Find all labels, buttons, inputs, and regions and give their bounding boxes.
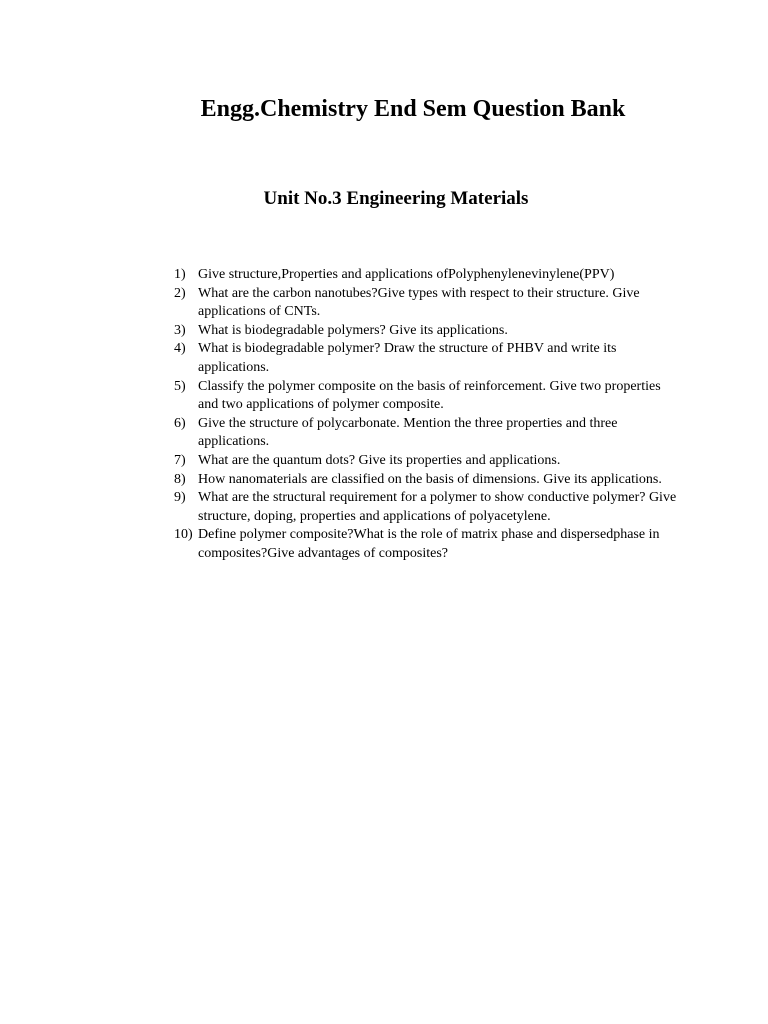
- question-item: [174, 526, 684, 563]
- question-text: Define polymer composite?What is the role of matrix phase and dispersedphase in composites?Give advantages of composites?: [198, 527, 660, 561]
- question-text: Give the structure of polycarbonate. Mention the three properties and three applications.: [198, 415, 618, 450]
- question-item: [174, 452, 684, 471]
- question-item: [174, 266, 684, 285]
- question-number: 8): [174, 471, 186, 487]
- question-number: 3): [174, 322, 186, 338]
- question-item: [174, 285, 684, 322]
- question-item: [174, 340, 684, 377]
- question-text: Classify the polymer composite on the basis of reinforcement. Give two properties and two applications of polymer composite.: [198, 378, 661, 413]
- question-item: [174, 471, 684, 490]
- question-number: 9): [174, 490, 186, 506]
- question-text: Give structure,Properties and applications ofPolyphenylenevinylene(PPV): [198, 267, 615, 282]
- question-text: What is biodegradable polymer? Draw the structure of PHBV and write its applications.: [198, 341, 617, 375]
- question-item: [174, 489, 684, 526]
- question-text: What are the structural requirement for a polymer to show conductive polymer? Give structure, doping, properties and applications of polyacetylene.: [198, 490, 677, 524]
- question-number: 1): [174, 267, 186, 282]
- question-number: 5): [174, 378, 186, 394]
- question-item: [174, 415, 684, 452]
- question-item: [174, 322, 684, 341]
- question-item: [174, 378, 684, 415]
- question-text: What is biodegradable polymers? Give its applications.: [198, 322, 508, 338]
- question-number: 10): [174, 527, 193, 543]
- question-text: What are the quantum dots? Give its properties and applications.: [198, 452, 561, 468]
- question-number: 4): [174, 341, 186, 357]
- question-number: 7): [174, 452, 186, 468]
- question-text: What are the carbon nanotubes?Give types with respect to their structure. Give applications of CNTs.: [198, 285, 640, 320]
- unit-title: Unit No.3 Engineering Materials: [263, 188, 529, 209]
- document-title: Engg.Chemistry End Sem Question Bank: [200, 96, 626, 122]
- question-number: 2): [174, 285, 186, 301]
- question-number: 6): [174, 415, 186, 431]
- question-list: [174, 266, 684, 564]
- question-text: How nanomaterials are classified on the basis of dimensions. Give its applications.: [198, 471, 662, 487]
